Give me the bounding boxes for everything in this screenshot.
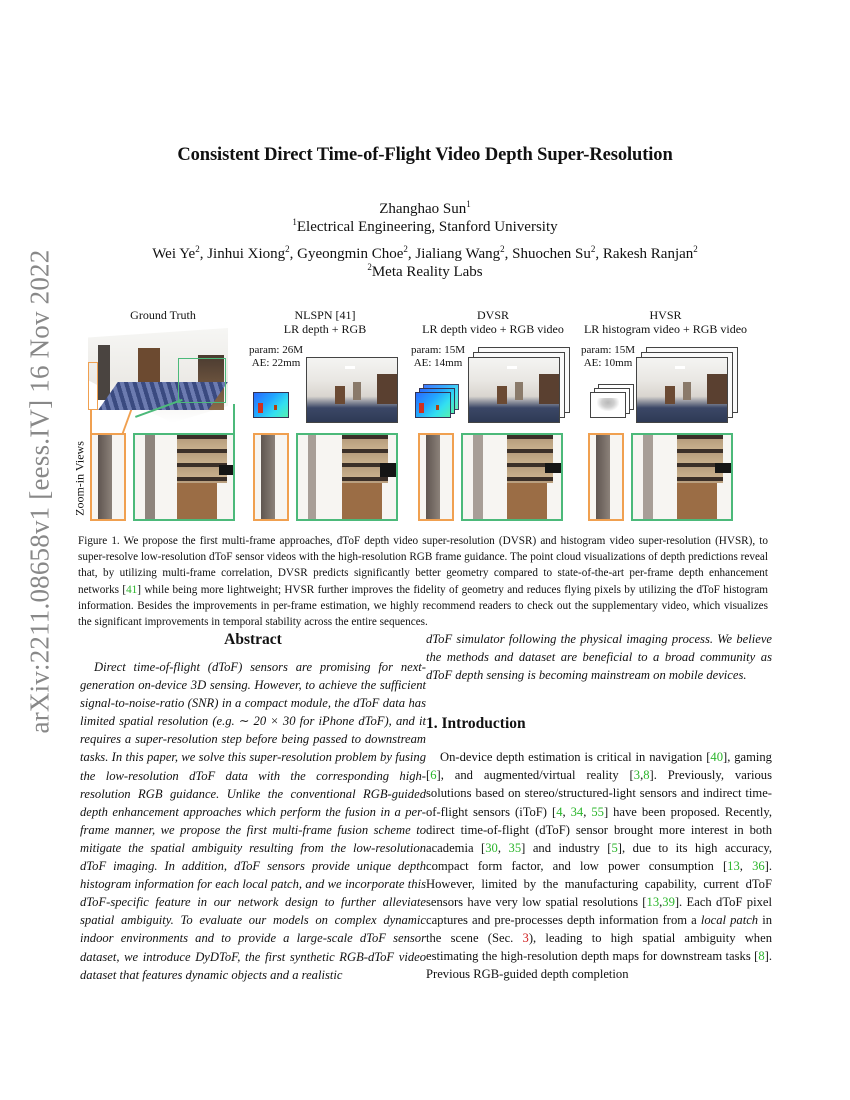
arxiv-identifier-text: arXiv:2211.08658v1 [eess.IV] 16 Nov 2022 bbox=[24, 249, 55, 733]
citation-link[interactable]: 34 bbox=[570, 804, 584, 819]
affiliation-marker: 2 bbox=[195, 244, 200, 254]
section-ref-link[interactable]: 3 bbox=[522, 931, 529, 946]
affiliation-name: Electrical Engineering, Stanford University bbox=[296, 219, 558, 235]
author-name: Zhanghao Sun bbox=[379, 201, 467, 217]
affiliation-marker: 2 bbox=[590, 244, 596, 254]
citation-link[interactable]: 8 bbox=[758, 949, 765, 964]
affiliation-marker: 1 bbox=[466, 199, 471, 209]
absolute-error: AE: 10mm bbox=[583, 357, 633, 369]
zoom-view-shelf-ground-truth bbox=[133, 433, 235, 521]
arxiv-identifier-stamp bbox=[18, 249, 62, 733]
column-header-ground-truth bbox=[98, 308, 228, 322]
column-header-hvsr bbox=[573, 308, 758, 336]
citation-link[interactable]: 3 bbox=[633, 768, 641, 783]
author-name: Jinhui Xiong bbox=[207, 246, 286, 262]
body-text: , bbox=[497, 840, 509, 855]
column-subtitle: LR depth video + RGB video bbox=[422, 322, 564, 336]
figure-1 bbox=[72, 300, 758, 525]
column-title: Ground Truth bbox=[130, 308, 196, 322]
lr-depth-video bbox=[415, 392, 451, 418]
rgb-video-frame bbox=[636, 357, 728, 423]
citation-link[interactable]: 13 bbox=[646, 895, 660, 910]
author-line bbox=[0, 200, 850, 218]
zoom-region-green bbox=[178, 358, 226, 403]
citation-link[interactable]: 40 bbox=[710, 750, 723, 765]
column-header-nlspn bbox=[250, 308, 400, 336]
param-count: param: 26M bbox=[248, 344, 304, 356]
param-info-dvsr bbox=[408, 344, 468, 370]
abstract-heading: Abstract bbox=[224, 631, 282, 648]
row-label-text: Zoom-in Views bbox=[72, 441, 87, 516]
zoom-view-door-hvsr bbox=[588, 433, 624, 521]
caption-text: ] while being more lightweight; HVSR further improves the fidelity of geometry and reduces flying pixels by utilizing the dToF histogram information. Besides the improvements in per-frame estimation, we highly recommend readers to check out the supplementary video, which visualizes the significant improvements in temporal stability across the entire sequences. bbox=[78, 583, 768, 629]
author-line: Wei Ye$^2$, Jinhui Xiong$^2$, Gyeongmin Choe$^2$, Jialiang Wang$^2$, Shuochen Su$^2$, Rakesh Ranjan$^2$ bbox=[152, 244, 698, 262]
left-column bbox=[80, 630, 426, 984]
body-text: On-device depth estimation is critical in navigation [ bbox=[440, 750, 711, 765]
body-text: , bbox=[562, 804, 571, 819]
zoom-view-shelf-nlspn bbox=[296, 433, 398, 521]
body-text: , bbox=[640, 768, 644, 783]
absolute-error: AE: 14mm bbox=[413, 357, 463, 369]
zoom-view-shelf-dvsr bbox=[461, 433, 563, 521]
citation-link[interactable]: 30 bbox=[485, 840, 498, 855]
param-count: param: 15M bbox=[410, 344, 466, 356]
author-name: Shuochen Su bbox=[512, 246, 591, 262]
affiliation-line bbox=[0, 218, 850, 236]
paper-title: Consistent Direct Time-of-Flight Video Depth Super-Resolution bbox=[177, 145, 673, 165]
introduction-body bbox=[426, 748, 772, 983]
body-text: ], and augmented/virtual reality [ bbox=[436, 768, 634, 783]
affiliation-marker: 2 bbox=[285, 244, 290, 254]
citation-link[interactable]: 35 bbox=[508, 840, 522, 855]
column-subtitle: LR histogram video + RGB video bbox=[583, 322, 748, 336]
body-text: ] and industry [ bbox=[521, 840, 612, 855]
abstract-body-continued: dToF simulator following the physical imaging process. We believe the methods and dataset are beneficial to a broad community as dToF depth sensing is becoming mainstream on mobile devices. bbox=[426, 632, 772, 683]
zoom-view-door-ground-truth bbox=[90, 433, 126, 521]
right-column bbox=[426, 630, 772, 984]
body-text: in the scene (Sec. bbox=[426, 913, 772, 946]
emphasis-text: local patch bbox=[700, 913, 759, 928]
body-text: ]. Each dToF pixel captures and pre-processes depth information from a bbox=[426, 895, 772, 928]
column-header-dvsr bbox=[408, 308, 578, 336]
column-title: NLSPN [41] bbox=[294, 308, 356, 322]
zoom-region-orange bbox=[88, 362, 98, 410]
caption-text: Figure 1. We propose the first multi-frame approaches, dToF depth video super-resolution (DVSR) and histogram video super-resolution (HVSR), to super-resolve low-resolution dToF sensor videos with the high-resolution RGB frame guidance. The point cloud visualizations of depth predictions reveal that, by utilizing multi-frame correlation, DVSR predicts significantly better geometry compared to state-of-the-art per-frame depth enhancement networks [ bbox=[78, 535, 768, 596]
affiliation-marker: 2 bbox=[693, 244, 698, 254]
absolute-error: AE: 22mm bbox=[251, 357, 301, 369]
author-block-stanford bbox=[0, 200, 850, 236]
citation-link[interactable]: 39 bbox=[662, 895, 675, 910]
affiliation-name: Meta Reality Labs bbox=[371, 264, 483, 280]
author-name: Rakesh Ranjan bbox=[602, 246, 694, 262]
param-count: param: 15M bbox=[580, 344, 636, 356]
citation-link[interactable]: 6 bbox=[430, 768, 437, 783]
body-text: , bbox=[583, 804, 592, 819]
body-text: , bbox=[739, 858, 753, 873]
body-text: ]. Previously, various solutions based on stereo/structured-light sensors and indirect time-of-flight sensors (iToF) [ bbox=[426, 768, 773, 819]
body-text: ]. Previous RGB-guided depth completion bbox=[426, 949, 772, 982]
citation-link[interactable]: 5 bbox=[611, 840, 618, 855]
body-text: ), leading to high spatial ambiguity when estimating the high-resolution depth maps for downstream tasks [ bbox=[426, 931, 772, 964]
column-title: HVSR bbox=[649, 308, 682, 322]
body-text: ], due to its high accuracy, compact form factor, and low power consumption [ bbox=[426, 840, 773, 873]
zoom-view-door-dvsr bbox=[418, 433, 454, 521]
affiliation-marker: 2 bbox=[403, 244, 408, 254]
lr-histogram-video bbox=[590, 392, 626, 418]
column-subtitle: LR depth + RGB bbox=[283, 322, 367, 336]
figure-caption bbox=[78, 533, 768, 630]
body-text: ] have been proposed. Recently, direct time-of-flight (dToF) sensor brought more interest in both academia [ bbox=[426, 804, 773, 855]
citation-link[interactable]: 8 bbox=[643, 768, 650, 783]
citation-link[interactable]: 13 bbox=[727, 858, 740, 873]
citation-link[interactable]: 41 bbox=[126, 583, 138, 596]
column-title: DVSR bbox=[476, 308, 509, 322]
abstract-body: Direct time-of-flight (dToF) sensors are promising for next-generation on-device 3D sensing. However, to achieve the sufficient signal-to-noise-ratio (SNR) in a compact module, the dToF data has limited spatial resolution (e.g. ∼ 20 × 30 for iPhone dToF), and it requires a super-resolution step before being passed to downstream tasks. In this paper, we solve this super-resolution problem by fusing the low-resolution dToF data with the corresponding high-resolution RGB guidance. Unlike the conventional RGB-guided depth enhancement approaches which perform the fusion in a per-frame manner, we propose the first multi-frame fusion scheme to mitigate the spatial ambiguity resulting from the low-resolution dToF imaging. In addition, dToF sensors provide unique depth histogram information for each local patch, and we incorporate this dToF-specific feature in our network design to further alleviate spatial ambiguity. To evaluate our models on complex dynamic indoor environments and to provide a large-scale dToF sensor dataset, we introduce DyDToF, the first synthetic RGB-dToF video dataset that features dynamic objects and a realistic bbox=[80, 660, 426, 982]
affiliation-marker: 2 bbox=[500, 244, 505, 254]
citation-link[interactable]: 4 bbox=[556, 804, 563, 819]
param-info-hvsr bbox=[578, 344, 638, 370]
citation-link[interactable]: 55 bbox=[591, 804, 604, 819]
author-block-meta bbox=[0, 245, 850, 281]
zoom-view-door-nlspn bbox=[253, 433, 289, 521]
body-text: , bbox=[659, 895, 663, 910]
rgb-video-frame bbox=[468, 357, 560, 423]
affiliation-marker: 1 bbox=[292, 217, 297, 227]
introduction-heading: 1. Introduction bbox=[426, 715, 526, 733]
citation-link[interactable]: 36 bbox=[752, 858, 765, 873]
author-name: Wei Ye bbox=[152, 246, 196, 262]
rgb-frame bbox=[306, 357, 398, 423]
affiliation-marker: 2 bbox=[367, 262, 372, 272]
author-name: Gyeongmin Choe bbox=[297, 246, 404, 262]
zoom-in-views-label bbox=[72, 435, 88, 520]
body-text: ]. However, limited by the manufacturing capability, current dToF sensors have very low spatial resolutions [ bbox=[426, 858, 772, 910]
affiliation-line bbox=[0, 263, 850, 281]
param-info-nlspn bbox=[246, 344, 306, 370]
lr-depth-map bbox=[253, 392, 289, 418]
body-text: ], gaming [ bbox=[426, 750, 772, 783]
zoom-view-shelf-hvsr bbox=[631, 433, 733, 521]
author-name: Jialiang Wang bbox=[415, 246, 501, 262]
